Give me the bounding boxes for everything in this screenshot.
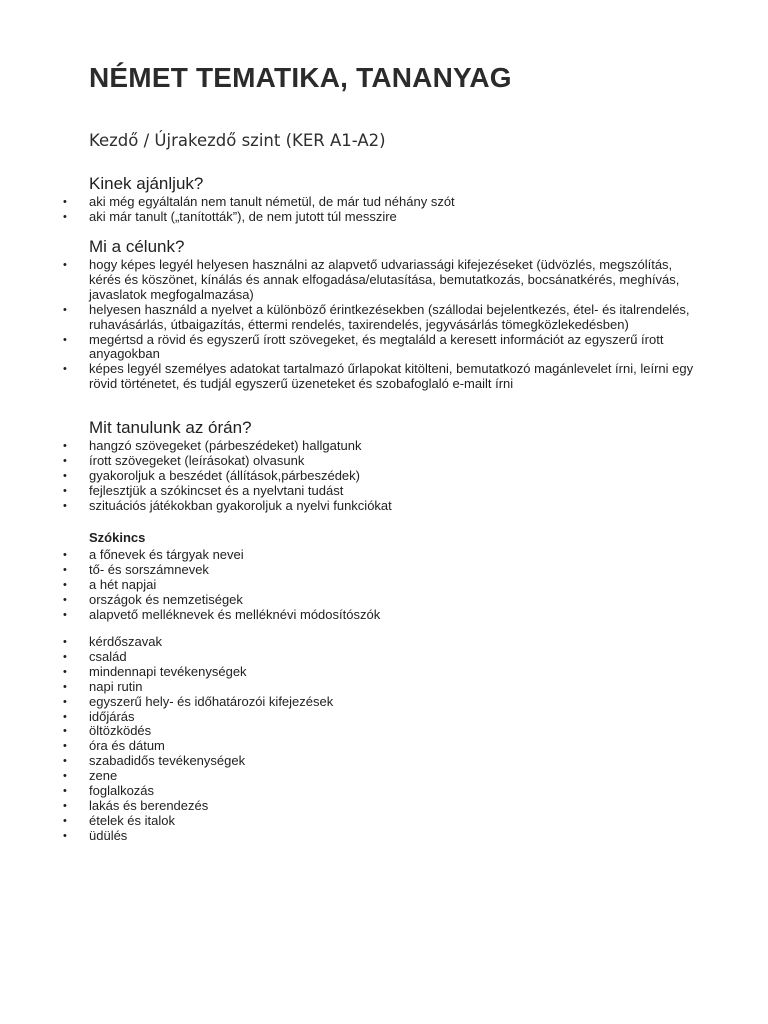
list-item [0,210,768,225]
bullet-icon: • [63,814,67,827]
list-celunk [0,258,768,392]
list-kinek [0,195,768,225]
list-item [0,439,768,454]
bullet-icon: • [63,363,67,376]
section-szokincs-2 [0,635,768,844]
section-heading-oran: Mit tanulunk az órán? [89,418,252,437]
list-item-text: aki már tanult („tanították”), de nem jutott túl messzire [89,208,397,224]
list-szokincs-2 [0,635,768,844]
bullet-icon: • [63,303,67,316]
list-item-text: szituációs játékokban gyakoroljuk a nyelvi funkciókat [89,497,392,513]
list-item-text: írott szövegeket (leírásokat) olvasunk [89,452,305,468]
bullet-icon: • [63,799,67,812]
list-item [0,303,768,333]
list-item-text: egyszerű hely- és időhatározói kifejezések [89,693,334,709]
bullet-icon: • [63,578,67,591]
list-item [0,665,768,680]
bullet-icon: • [63,770,67,783]
list-item [0,484,768,499]
bullet-icon: • [63,710,67,723]
list-item [0,563,768,578]
list-item-text: gyakoroljuk a beszédet (állítások,párbeszédek) [89,467,360,483]
bullet-icon: • [63,549,67,561]
bullet-icon: • [63,499,67,512]
list-item-text: időjárás [89,708,135,724]
list-item-text: öltözködés [89,723,152,739]
list-item [0,650,768,665]
document-title: NÉMET TEMATIKA, TANANYAG [89,62,512,93]
list-item-text: mindennapi tevékenységek [89,663,247,679]
list-item [0,608,768,623]
list-item-text: helyesen használd a nyelvet a különböző érintkezésekben (szállodai bejelentkezés, étel- és italrendelés, ruhavásárlás, útbaigazítás, éttermi rendelés, taxirendelés, jegyvásárlás tömegközlekedésben) [89,301,690,332]
list-item [0,754,768,769]
list-item-text: alapvető melléknevek és melléknévi módosítószók [89,606,381,622]
bullet-icon: • [63,829,67,842]
list-item-text: tő- és sorszámnevek [89,561,209,577]
list-item [0,695,768,710]
list-item-text: megértsd a rövid és egyszerű írott szövegeket, és megtaláld a keresett információt az egyszerű írott anyagokban [89,331,664,362]
bullet-icon: • [63,695,67,708]
section-kinek [0,174,768,225]
list-item-text: üdülés [89,827,128,843]
list-item-text: aki még egyáltalán nem tanult németül, de már tud néhány szót [89,194,455,209]
list-item [0,724,768,739]
list-item [0,814,768,829]
list-item [0,799,768,814]
list-item-text: fejlesztjük a szókincset és a nyelvtani tudást [89,482,344,498]
bullet-icon: • [63,740,67,753]
list-item [0,499,768,514]
section-celunk [0,237,768,392]
list-item [0,635,768,650]
bullet-icon: • [63,665,67,678]
list-item [0,710,768,725]
section-szokincs [0,530,768,623]
list-item [0,362,768,392]
bullet-icon: • [63,725,67,738]
bullet-icon: • [63,440,67,452]
level-subtitle: Kezdő / Újrakezdő szint (KER A1-A2) [89,131,386,150]
section-oran [0,418,768,514]
list-item-text: a főnevek és tárgyak nevei [89,547,244,562]
list-item-text: hangzó szövegeket (párbeszédeket) hallgatunk [89,438,362,453]
list-item-text: a hét napjai [89,576,157,592]
list-item-text: zene [89,768,118,784]
list-item-text: szabadidős tevékenységek [89,753,246,769]
list-szokincs-1 [0,548,768,623]
list-item-text: ételek és italok [89,812,175,828]
list-item [0,578,768,593]
list-item [0,739,768,754]
list-item [0,258,768,303]
list-item [0,195,768,210]
bullet-icon: • [63,210,67,223]
list-item [0,680,768,695]
list-item-text: országok és nemzetiségek [89,591,243,607]
list-item-text: kérdőszavak [89,634,162,649]
bullet-icon: • [63,259,67,271]
list-item-text: óra és dátum [89,738,165,754]
list-oran [0,439,768,514]
list-item-text: lakás és berendezés [89,797,209,813]
bullet-icon: • [63,593,67,606]
list-item [0,769,768,784]
bullet-icon: • [63,755,67,768]
bullet-icon: • [63,680,67,693]
list-item-text: napi rutin [89,678,143,694]
bullet-icon: • [63,636,67,648]
bullet-icon: • [63,650,67,663]
bullet-icon: • [63,333,67,346]
bullet-icon: • [63,563,67,576]
bullet-icon: • [63,454,67,467]
bullet-icon: • [63,469,67,482]
list-item-text: képes legyél személyes adatokat tartalmazó űrlapokat kitölteni, bemutatkozó magánlevelet írni, leírni egy rövid történetet, és tudjál egyszerű üzeneteket és szobafoglaló e-mailt írni [89,361,694,392]
list-item [0,784,768,799]
section-heading-celunk: Mi a célunk? [89,237,185,256]
list-item-text: hogy képes legyél helyesen használni az alapvető udvariassági kifejezéseket (üdvözlés, megszólítás, kérés és köszönet, kínálás és annak elfogadása/elutasítása, bemutatkozás, bocsánatkérés, meghívás, javaslatok megfogalmazása) [89,257,680,302]
list-item [0,454,768,469]
bullet-icon: • [63,196,67,208]
list-item [0,333,768,363]
list-item-text: család [89,648,127,664]
list-item [0,593,768,608]
bullet-icon: • [63,608,67,621]
bullet-icon: • [63,785,67,798]
list-item [0,548,768,563]
section-heading-szokincs: Szókincs [89,530,146,545]
section-heading-kinek: Kinek ajánljuk? [89,174,204,193]
list-item [0,829,768,844]
bullet-icon: • [63,484,67,497]
list-item-text: foglalkozás [89,783,155,799]
list-item [0,469,768,484]
